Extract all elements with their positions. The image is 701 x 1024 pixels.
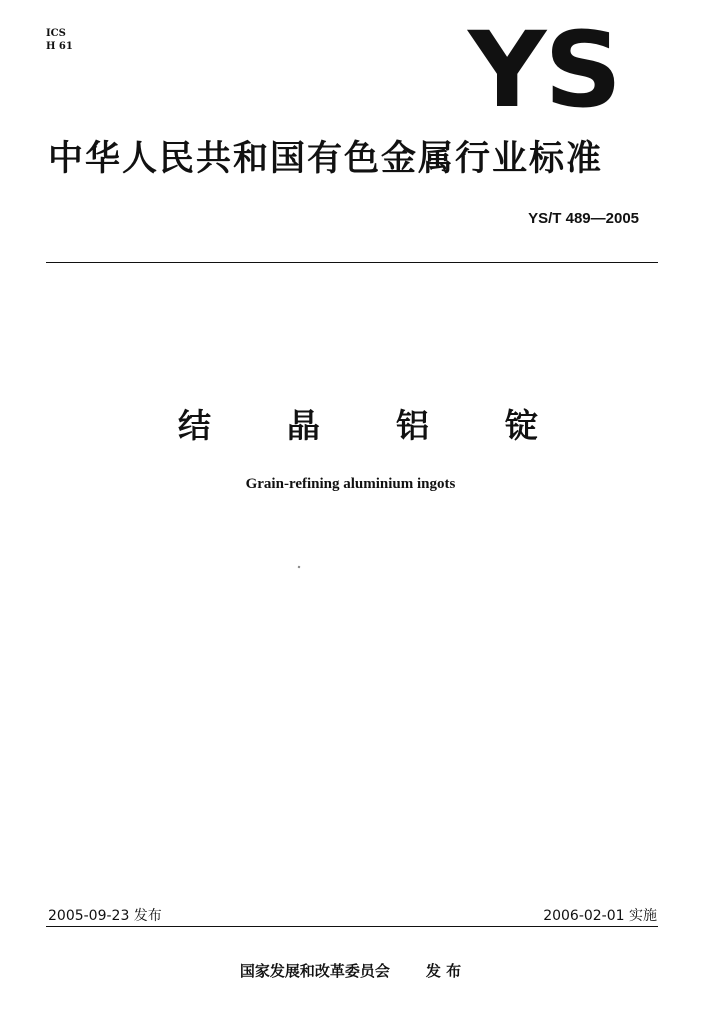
title-char: 晶 [287,406,320,445]
english-title: Grain-refining aluminium ingots [245,476,456,492]
issuer-name: 国家发展和改革委员会 [239,962,390,980]
issuer-action: 发 布 [425,962,462,980]
top-divider [46,262,658,263]
industry-standard-title: 中华人民共和国有色金属行业标准 [48,139,604,179]
ics-block [46,27,73,53]
issuer-line [0,960,701,981]
title-char: 结 [178,406,211,445]
classification-code: H 61 [46,41,73,52]
title-char: 锭 [505,406,538,445]
issue-date: 2005-09-23 发布 [48,908,162,924]
document-title [178,404,538,448]
implementation-date: 2006-02-01 实施 [543,908,657,924]
scan-speck [298,566,301,569]
standard-number: YS/T 489—2005 [528,210,639,227]
bottom-divider [46,926,658,927]
title-char: 铝 [396,406,429,445]
ics-label: ICS [46,28,66,39]
ys-logo: YS [468,9,621,131]
